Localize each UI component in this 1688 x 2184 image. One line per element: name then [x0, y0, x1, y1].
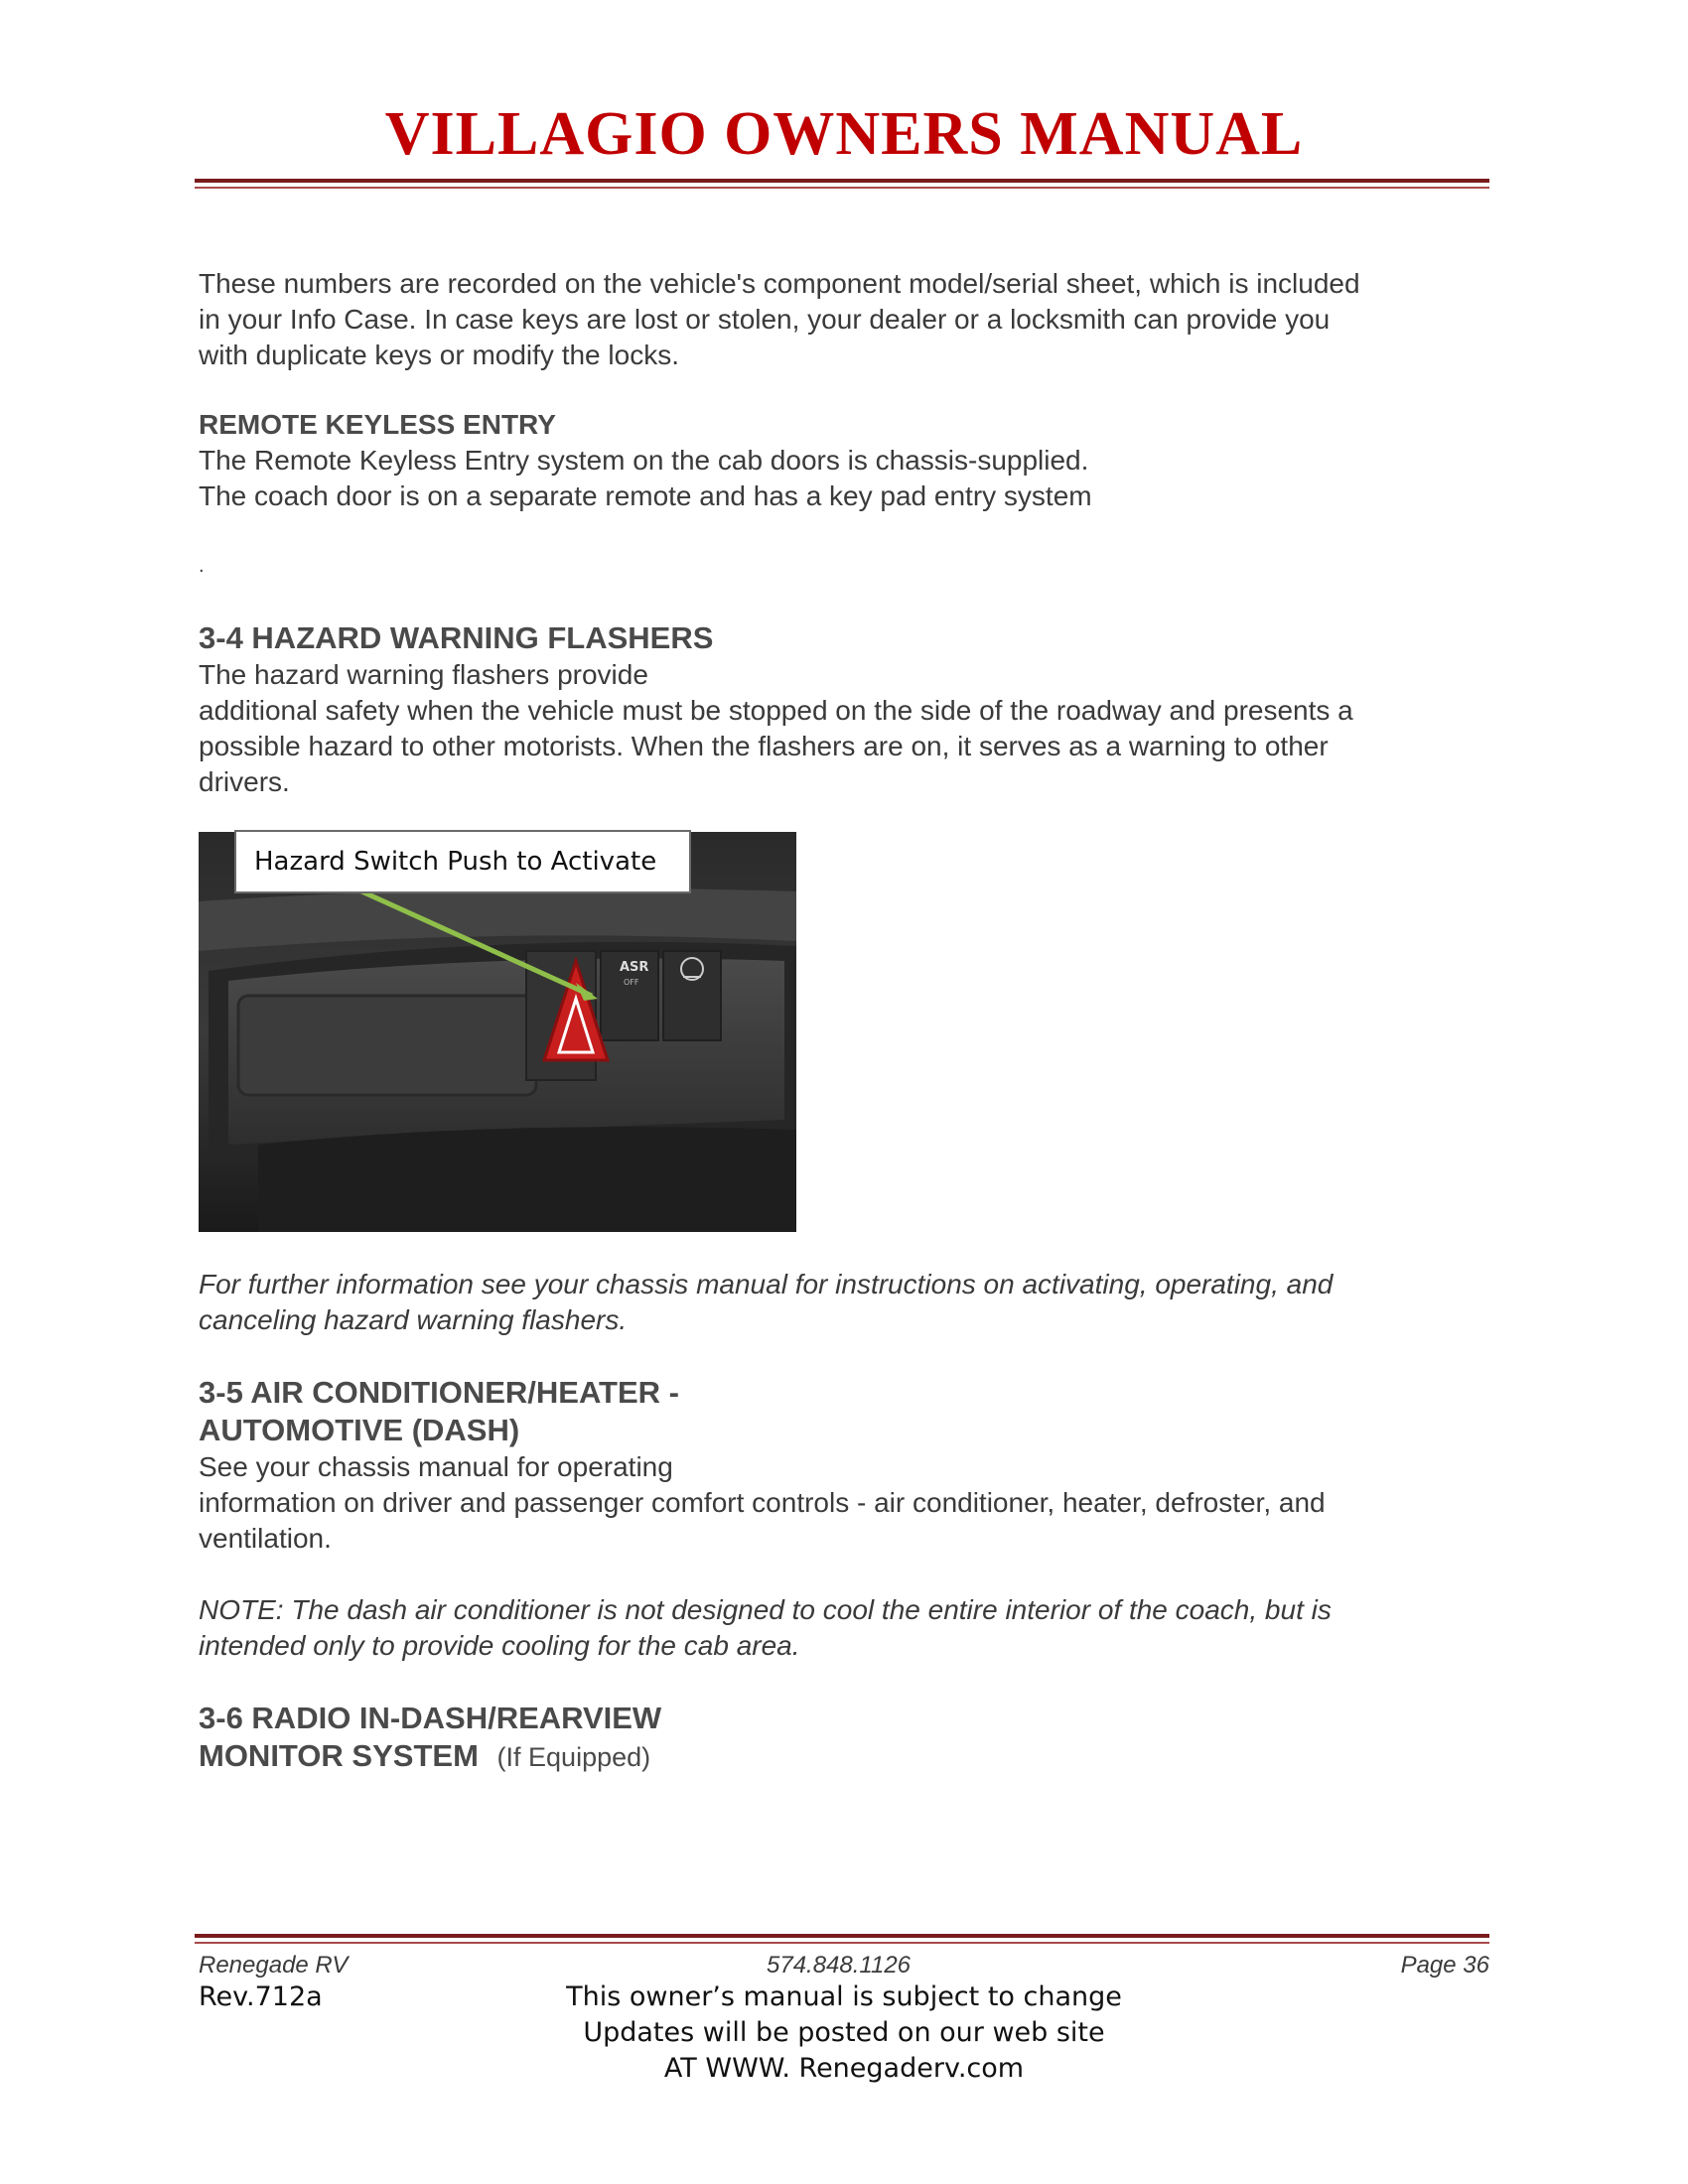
hazard-note-line: For further information see your chassis manual for instructions on activating, operating, and — [199, 1269, 1334, 1299]
radio-heading-cont — [199, 1737, 1489, 1776]
aircon-line: ventilation. — [199, 1523, 332, 1554]
footer-rule-thin — [195, 1942, 1489, 1944]
radio-section — [199, 1700, 1489, 1776]
footer-phone: 574.848.1126 — [767, 1952, 912, 1979]
asr-off-label: OFF — [624, 978, 639, 987]
intro-paragraph — [199, 266, 1489, 373]
stray-mark: . — [199, 555, 205, 577]
header-rule — [195, 179, 1489, 183]
header-rule-thin — [195, 187, 1489, 189]
aircon-line: information on driver and passenger comfort controls - air conditioner, heater, defroster, and — [199, 1487, 1326, 1518]
footer-notice-3: AT WWW. Renegaderv.com — [663, 2053, 1025, 2084]
remote-keyless-heading: REMOTE KEYLESS ENTRY — [199, 409, 556, 440]
footer-notice-1: This owner’s manual is subject to change — [566, 1981, 1122, 2012]
intro-line: These numbers are recorded on the vehicle's component model/serial sheet, which is included — [199, 268, 1360, 299]
hazard-heading: 3-4 HAZARD WARNING FLASHERS — [199, 620, 714, 655]
remote-keyless-section — [199, 407, 1489, 514]
radio-heading-text: MONITOR SYSTEM — [199, 1738, 479, 1773]
aircon-heading-cont: AUTOMOTIVE (DASH) — [199, 1413, 520, 1447]
aircon-note-line: intended only to provide cooling for the cab area. — [199, 1630, 800, 1661]
aircon-note — [199, 1592, 1489, 1664]
remote-line: The Remote Keyless Entry system on the cab doors is chassis-supplied. — [199, 445, 1089, 476]
footer-notice-2: Updates will be posted on our web site — [583, 2017, 1105, 2048]
asr-label: ASR — [620, 960, 649, 975]
hazard-note-line: canceling hazard warning flashers. — [199, 1304, 628, 1335]
intro-line: in your Info Case. In case keys are lost or stolen, your dealer or a locksmith can provide you — [199, 304, 1331, 335]
hazard-line: additional safety when the vehicle must be stopped on the side of the roadway and presents a — [199, 695, 1353, 726]
intro-line: with duplicate keys or modify the locks. — [199, 340, 679, 370]
footer-rule — [195, 1934, 1489, 1938]
aircon-note-line: NOTE: The dash air conditioner is not designed to cool the entire interior of the coach, but is — [199, 1594, 1332, 1625]
footer-revision: Rev.712a — [199, 1981, 323, 2012]
photo-callout-label: Hazard Switch Push to Activate — [234, 830, 691, 893]
hazard-line: possible hazard to other motorists. When the flashers are on, it serves as a warning to other — [199, 731, 1329, 761]
hazard-note — [199, 1267, 1489, 1338]
remote-line: The coach door is on a separate remote and has a key pad entry system — [199, 480, 1092, 511]
aircon-line: See your chassis manual for operating — [199, 1451, 673, 1482]
footer-company: Renegade RV — [199, 1952, 349, 1979]
footer-page-number: Page 36 — [1400, 1952, 1489, 1979]
aircon-section — [199, 1374, 1489, 1557]
hazard-line: drivers. — [199, 766, 290, 797]
hazard-section — [199, 619, 1489, 800]
page-title: VILLAGIO OWNERS MANUAL — [384, 100, 1304, 168]
radio-heading-suffix: (If Equipped) — [496, 1742, 651, 1772]
hazard-line: The hazard warning flashers provide — [199, 659, 648, 690]
aircon-heading: 3-5 AIR CONDITIONER/HEATER - — [199, 1375, 679, 1410]
radio-heading: 3-6 RADIO IN-DASH/REARVIEW — [199, 1701, 662, 1735]
